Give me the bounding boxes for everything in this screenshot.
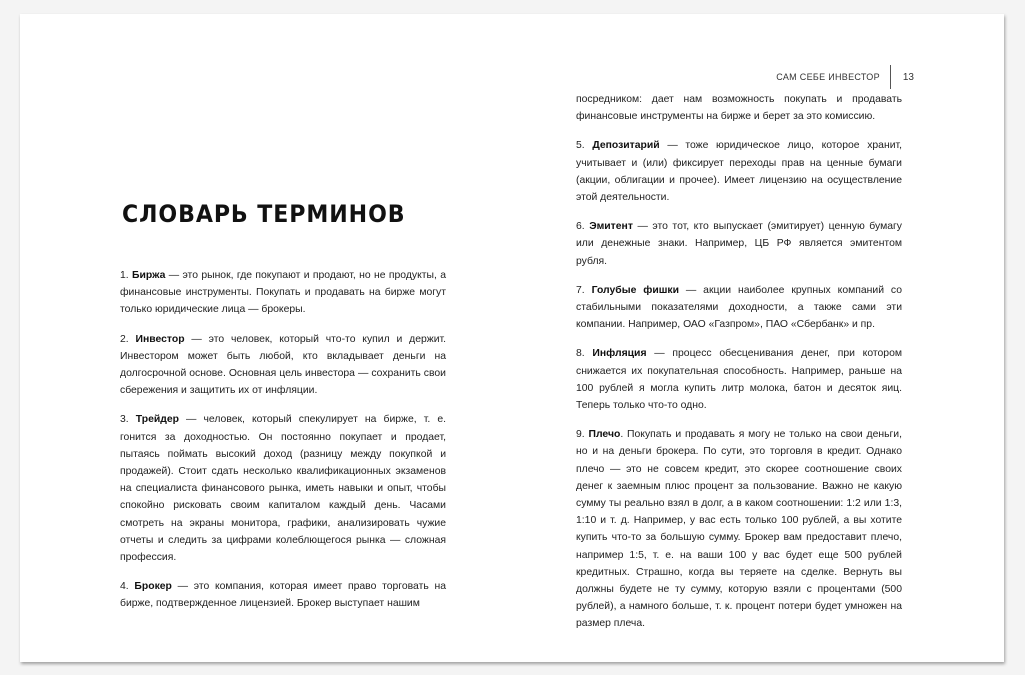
glossary-entry: [576, 218, 902, 270]
entry-term: Инвестор: [135, 333, 185, 345]
entry-definition: — это человек, который что-то купил и держит. Инвестором может быть любой, кто вкладывает деньги на долгосрочной основе. Основная цель инвестора — сохранить свои сбережения и защитить их от инфляции.: [120, 333, 447, 397]
entry-number: 8.: [576, 348, 585, 360]
glossary-entry: [576, 345, 902, 414]
entry-term: Эмитент: [589, 221, 633, 233]
page-header: [776, 64, 914, 90]
entry-number: 4.: [120, 581, 129, 593]
entry-term: Плечо: [588, 429, 621, 441]
entry-definition: . Покупать и продавать я могу не только на свои деньги, но и на деньги брокера. По сути, это торговля в кредит. Однако плечо — это не совсем кредит, это скорее соотношение своих денег к заемным плюс процент за пользование. Важно не какую сумму ты реально взял в долг, а в каком соотношении: 1:2 или 1:3, 1:10 и т. д. Например, у вас есть только 100 рублей, а вы хотите купить что-то за большую сумму. Брокер вам предоставит плечо, например 1:5, т. е. на ваши 100 у вас будет еще 500 рублей кредитных. Страшно, когда вы теряете на сделке. Вернуть вы должны будете не ту сумму, которую взяли с процентами (500 рублей), а намного больше, т. к. процент потери будет умножен на размер плеча.: [576, 429, 902, 630]
entry-definition: — человек, который спекулирует на бирже, т. е. гонится за доходностью. Он постоянно покупает и продает, пытаясь поймать высокий доход (разницу между покупкой и продажей). Стоит сдать несколько квалификационных экзаменов на специалиста финансового рынка, иметь навыки и опыт, чтобы спокойно рисковать своим капиталом каждый день. Часами смотреть на экраны монитора, графики, анализировать чужие отчеты и следить за цифрами колеблющегося рынка — сложная профессия.: [120, 414, 446, 564]
entry-number: 3.: [120, 414, 129, 426]
entry-definition: — процесс обесценивания денег, при котором снижается их покупательная способность. Например, раньше на 100 рублей я могла купить литр молока, батон и десяток яиц. Теперь только что-то одно.: [576, 348, 902, 412]
entry-definition: посредником: дает нам возможность покупать и продавать финансовые инструменты на бирже и берет за это комиссию.: [576, 94, 902, 123]
entry-number: 9.: [576, 429, 585, 441]
running-title: САМ СЕБЕ ИНВЕСТОР: [776, 72, 880, 82]
entry-term: Инфляция: [592, 348, 647, 360]
entry-definition: — это тот, кто выпускает (эмитирует) ценную бумагу или денежные знаки. Например, ЦБ РФ является эмитентом рубля.: [576, 221, 902, 267]
glossary-entry: [576, 137, 902, 206]
right-column: [576, 91, 902, 645]
page-title: СЛОВАРЬ ТЕРМИНОВ: [122, 200, 406, 228]
entry-term: Трейдер: [135, 414, 179, 426]
entry-term: Голубые фишки: [591, 284, 679, 296]
entry-number: 6.: [576, 221, 585, 233]
entry-number: 7.: [576, 284, 585, 296]
glossary-entry: [576, 282, 902, 334]
glossary-entry: [120, 578, 446, 612]
entry-definition: — это компания, которая имеет право торговать на бирже, подтвержденное лицензией. Брокер выступает нашим: [120, 581, 446, 610]
entry-term: Депозитарий: [592, 140, 660, 152]
left-column: [120, 267, 446, 625]
entry-definition: — тоже юридическое лицо, которое хранит, учитывает и (или) фиксирует переходы прав на ценные бумаги (акции, облигации и прочее). Имеет лицензию на осуществление этой деятельности.: [576, 140, 902, 204]
glossary-entry: [120, 331, 446, 400]
book-spread: [20, 14, 1004, 662]
entry-definition: — акции наиболее крупных компаний со стабильными показателями доходности, а также сами эти компании. Например, ОАО «Газпром», ПАО «Сбербанк» и пр.: [576, 284, 902, 331]
entry-term: Брокер: [134, 581, 172, 593]
glossary-entry: [120, 267, 446, 319]
entry-number: 5.: [576, 140, 585, 152]
entry-term: Биржа: [132, 270, 166, 281]
page-number: 13: [902, 71, 914, 83]
entry-number: 1.: [120, 270, 129, 281]
glossary-entry: [576, 91, 902, 125]
entry-number: 2.: [120, 333, 129, 345]
entry-definition: — это рынок, где покупают и продают, но не продукты, а финансовые инструменты. Покупать и продавать на бирже могут только юридические лица — брокеры.: [120, 270, 446, 316]
glossary-entry: [576, 426, 902, 632]
glossary-entry: [120, 411, 446, 566]
